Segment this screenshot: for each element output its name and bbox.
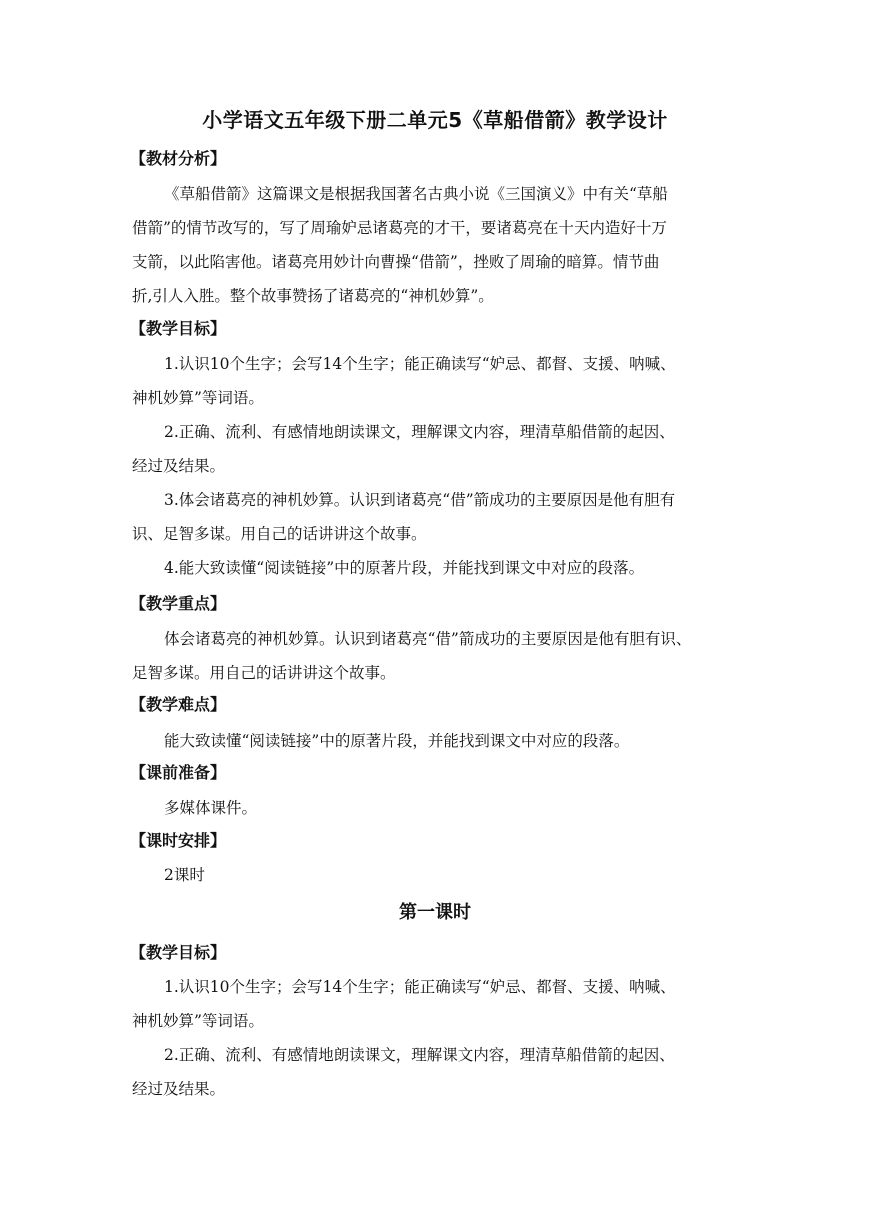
goal-item-line: 1.认识10个生字；会写14个生字；能正确读写“妒忌、都督、支援、呐喊、: [164, 978, 676, 996]
text-line: 《草船借箭》这篇课文是根据我国著名古典小说《三国演义》中有关“草船: [164, 185, 668, 203]
document-title: 小学语文五年级下册二单元5《草船借箭》教学设计: [202, 108, 668, 132]
goal-item-line: 神机妙算”等词语。: [132, 389, 264, 407]
key-points-paragraph: [132, 622, 752, 690]
goal-item-line: 4.能大致读懂“阅读链接”中的原著片段，并能找到课文中对应的段落。: [164, 559, 645, 577]
goal-item-line: 1.认识10个生字；会写14个生字；能正确读写“妒忌、都督、支援、呐喊、: [164, 355, 676, 373]
text-line: 多媒体课件。: [164, 799, 258, 817]
preparation-paragraph: [132, 791, 752, 825]
section-heading-goals: 【教学目标】: [130, 319, 227, 338]
goal-item-line: 3.体会诸葛亮的神机妙算。认识到诸葛亮“借”箭成功的主要原因是他有胆有: [164, 491, 676, 509]
goal-item-line: 经过及结果。: [132, 457, 226, 475]
text-line: 体会诸葛亮的神机妙算。认识到诸葛亮“借”箭成功的主要原因是他有胆有识、: [164, 630, 692, 648]
text-line: 折,引人入胜。整个故事赞扬了诸葛亮的“神机妙算”。: [132, 287, 494, 305]
goal-item-line: 2.正确、流利、有感情地朗读课文，理解课文内容，理清草船借箭的起因、: [164, 423, 675, 441]
text-line: 2课时: [164, 866, 205, 884]
section-heading-schedule: 【课时安排】: [130, 831, 227, 850]
section-heading-preparation: 【课前准备】: [130, 763, 227, 782]
difficulties-paragraph: [132, 724, 752, 758]
section-heading-key-points: 【教学重点】: [130, 594, 227, 613]
lesson-one-goals-list: [132, 970, 752, 1106]
text-line: 能大致读懂“阅读链接”中的原著片段，并能找到课文中对应的段落。: [164, 732, 630, 750]
schedule-paragraph: [132, 858, 752, 892]
analysis-paragraph: [132, 177, 752, 313]
goal-item-line: 识、足智多谋。用自己的话讲讲这个故事。: [132, 525, 427, 543]
text-line: 足智多谋。用自己的话讲讲这个故事。: [132, 664, 396, 682]
lesson-one-title: 第一课时: [399, 902, 471, 923]
lesson-one-goals-heading: 【教学目标】: [130, 943, 227, 962]
goal-item-line: 2.正确、流利、有感情地朗读课文，理解课文内容，理清草船借箭的起因、: [164, 1046, 675, 1064]
section-heading-difficulties: 【教学难点】: [130, 695, 227, 714]
text-line: 借箭”的情节改写的，写了周瑜妒忌诸葛亮的才干，要诸葛亮在十天内造好十万: [132, 219, 667, 237]
section-heading-analysis: 【教材分析】: [130, 149, 227, 168]
goal-item-line: 经过及结果。: [132, 1080, 226, 1098]
text-line: 支箭，以此陷害他。诸葛亮用妙计向曹操“借箭”，挫败了周瑜的暗算。情节曲: [132, 253, 660, 271]
goal-item-line: 神机妙算”等词语。: [132, 1012, 264, 1030]
goals-list: [132, 347, 752, 585]
